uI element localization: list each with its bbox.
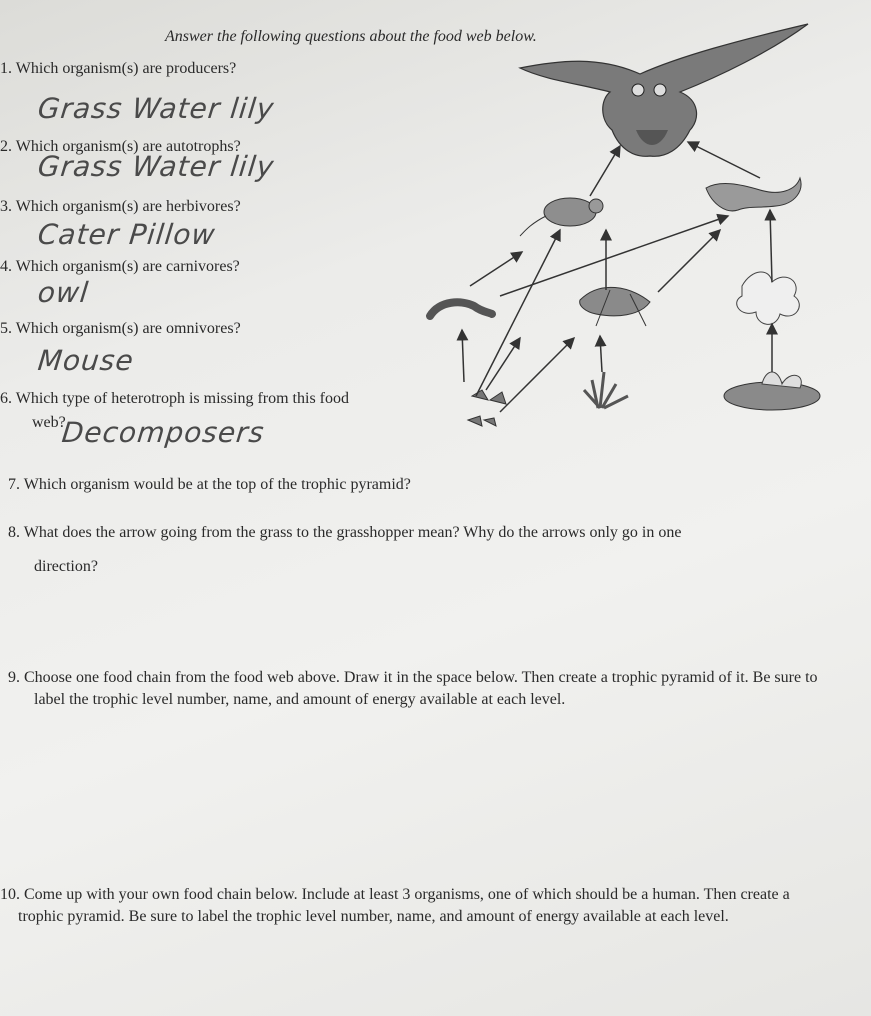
answer-2: Grass Water lily — [36, 150, 277, 183]
answer-3: Cater Pillow — [36, 218, 218, 251]
question-5: 5. Which organism(s) are omnivores? — [0, 320, 241, 337]
question-7: 7. Which organism would be at the top of the trophic pyramid? — [8, 476, 411, 493]
question-8-cont: direction? — [34, 558, 98, 575]
worksheet-title: Answer the following questions about the food web below. — [165, 28, 537, 45]
question-2: 2. Which organism(s) are autotrophs? — [0, 138, 241, 155]
lizard-icon — [706, 178, 801, 211]
mouse-icon — [520, 198, 603, 236]
question-4: 4. Which organism(s) are carnivores? — [0, 258, 240, 275]
answer-4: owl — [36, 276, 91, 309]
caterpillar-icon — [430, 302, 492, 316]
question-6: 6. Which type of heterotroph is missing from this food — [0, 390, 349, 407]
water-lily-icon — [724, 372, 820, 410]
seeds-icon — [468, 390, 506, 426]
answer-1: Grass Water lily — [36, 92, 277, 125]
question-1: 1. Which organism(s) are producers? — [0, 60, 237, 77]
food-web-diagram — [0, 0, 871, 470]
question-10: 10. Come up with your own food chain below. Include at least 3 organisms, one of which should be a human. Then create a trophic pyramid. Be sure to label the trophic level number, name, and amount of energy available at each level. — [0, 886, 790, 925]
question-3: 3. Which organism(s) are herbivores? — [0, 198, 241, 215]
owl-icon — [520, 24, 808, 156]
grasshopper-icon — [580, 287, 650, 326]
answer-5: Mouse — [36, 344, 136, 377]
question-9: 9. Choose one food chain from the food web above. Draw it in the space below. Then create a trophic pyramid of it. Be sure to label the trophic level number, name, and amount of energy available at each level. — [8, 669, 818, 708]
question-6-cont: web? — [32, 414, 66, 431]
flower-icon — [737, 272, 800, 324]
answer-6: Decomposers — [60, 416, 267, 449]
question-8: 8. What does the arrow going from the grass to the grasshopper mean? Why do the arrows only go in one — [8, 524, 682, 541]
grass-icon — [584, 372, 628, 408]
